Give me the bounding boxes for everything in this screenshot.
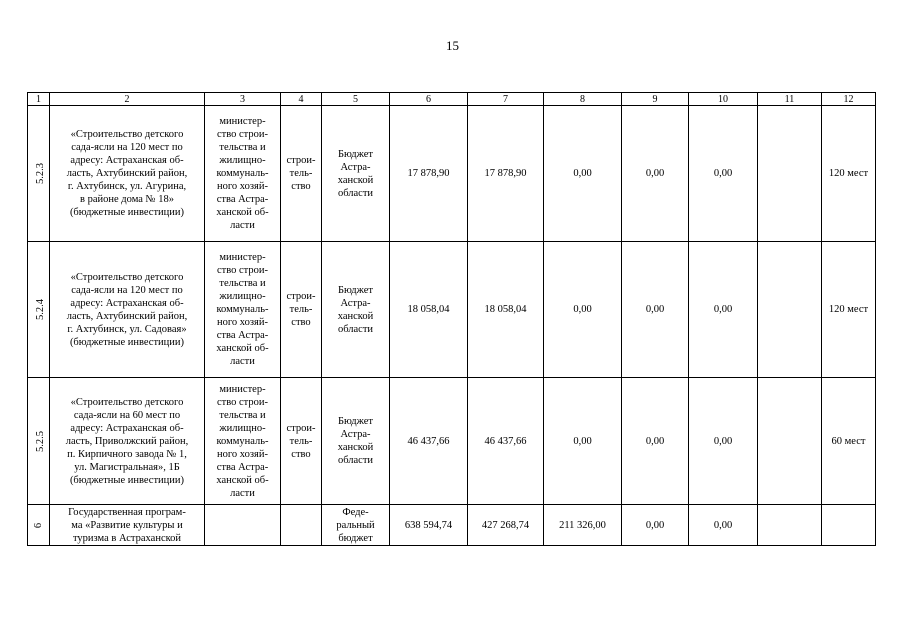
row-number (28, 505, 50, 546)
value-cell: 427 268,74 (468, 505, 544, 546)
value-cell: 638 594,74 (390, 505, 468, 546)
value-cell: 0,00 (544, 106, 622, 242)
value-cell: 0,00 (689, 106, 758, 242)
value-cell (758, 106, 822, 242)
page-number: 15 (446, 38, 459, 53)
budget-table (27, 92, 876, 546)
header-cell: 2 (50, 93, 205, 106)
value-cell: 0,00 (544, 378, 622, 505)
value-cell: 0,00 (622, 378, 689, 505)
value-cell (758, 505, 822, 546)
activity-type (281, 505, 322, 546)
header-cell: 11 (758, 93, 822, 106)
value-cell: 46 437,66 (468, 378, 544, 505)
activity-type: строи- тель- ство (281, 106, 322, 242)
measure-name: Государственная програм- ма «Развитие культуры и туризма в Астраханской (50, 505, 205, 546)
row-number (28, 106, 50, 242)
funding-source: Феде- ральный бюджет (322, 505, 390, 546)
activity-type: строи- тель- ство (281, 378, 322, 505)
value-cell: 17 878,90 (468, 106, 544, 242)
row-number (28, 378, 50, 505)
funding-source: Бюджет Астра- ханской области (322, 378, 390, 505)
value-cell: 0,00 (689, 505, 758, 546)
header-cell: 1 (28, 93, 50, 106)
header-cell: 5 (322, 93, 390, 106)
header-cell: 10 (689, 93, 758, 106)
header-cell: 7 (468, 93, 544, 106)
measure-name: «Строительство детского сада-ясли на 120 мест по адресу: Астраханская об- ласть, Ахтубинский район, г. Ахтубинск, ул. Агурина, в районе дома № 18» (бюджетные инвестиции) (50, 106, 205, 242)
header-row (28, 93, 876, 106)
value-cell: 0,00 (689, 242, 758, 378)
measure-name: «Строительство детского сада-ясли на 60 мест по адресу: Астраханская об- ласть, Приволжский район, п. Кирпичного завода № 1, ул. Магистральная», 1Б (бюджетные инвестиции) (50, 378, 205, 505)
table-row (28, 505, 876, 546)
row-number (28, 242, 50, 378)
executor: министер- ство строи- тельства и жилищно- коммуналь- ного хозяй- ства Астра- ханской об- ласти (205, 106, 281, 242)
header-cell: 3 (205, 93, 281, 106)
executor: министер- ство строи- тельства и жилищно- коммуналь- ного хозяй- ства Астра- ханской об- ласти (205, 242, 281, 378)
header-cell: 6 (390, 93, 468, 106)
value-cell (758, 378, 822, 505)
row-number-text: 5.2.3 (35, 163, 46, 184)
result-cell (822, 505, 876, 546)
row-number-text: 6 (33, 522, 44, 528)
table-row (28, 378, 876, 505)
header-cell: 4 (281, 93, 322, 106)
funding-source: Бюджет Астра- ханской области (322, 242, 390, 378)
funding-source: Бюджет Астра- ханской области (322, 106, 390, 242)
value-cell: 211 326,00 (544, 505, 622, 546)
value-cell: 0,00 (544, 242, 622, 378)
table-row (28, 106, 876, 242)
value-cell (758, 242, 822, 378)
value-cell: 46 437,66 (390, 378, 468, 505)
result-cell: 120 мест (822, 106, 876, 242)
value-cell: 0,00 (622, 242, 689, 378)
result-cell: 120 мест (822, 242, 876, 378)
value-cell: 18 058,04 (390, 242, 468, 378)
header-cell: 9 (622, 93, 689, 106)
result-cell: 60 мест (822, 378, 876, 505)
row-number-text: 5.2.5 (35, 430, 46, 452)
value-cell: 18 058,04 (468, 242, 544, 378)
measure-name: «Строительство детского сада-ясли на 120 мест по адресу: Астраханская об- ласть, Ахтубинский район, г. Ахтубинск, ул. Садовая» (бюджетные инвестиции) (50, 242, 205, 378)
table-row (28, 242, 876, 378)
value-cell: 17 878,90 (390, 106, 468, 242)
header-cell: 12 (822, 93, 876, 106)
row-number-text: 5.2.4 (35, 299, 46, 320)
executor (205, 505, 281, 546)
value-cell: 0,00 (689, 378, 758, 505)
activity-type: строи- тель- ство (281, 242, 322, 378)
header-cell: 8 (544, 93, 622, 106)
executor: министер- ство строи- тельства и жилищно- коммуналь- ного хозяй- ства Астра- ханской об- ласти (205, 378, 281, 505)
value-cell: 0,00 (622, 505, 689, 546)
value-cell: 0,00 (622, 106, 689, 242)
